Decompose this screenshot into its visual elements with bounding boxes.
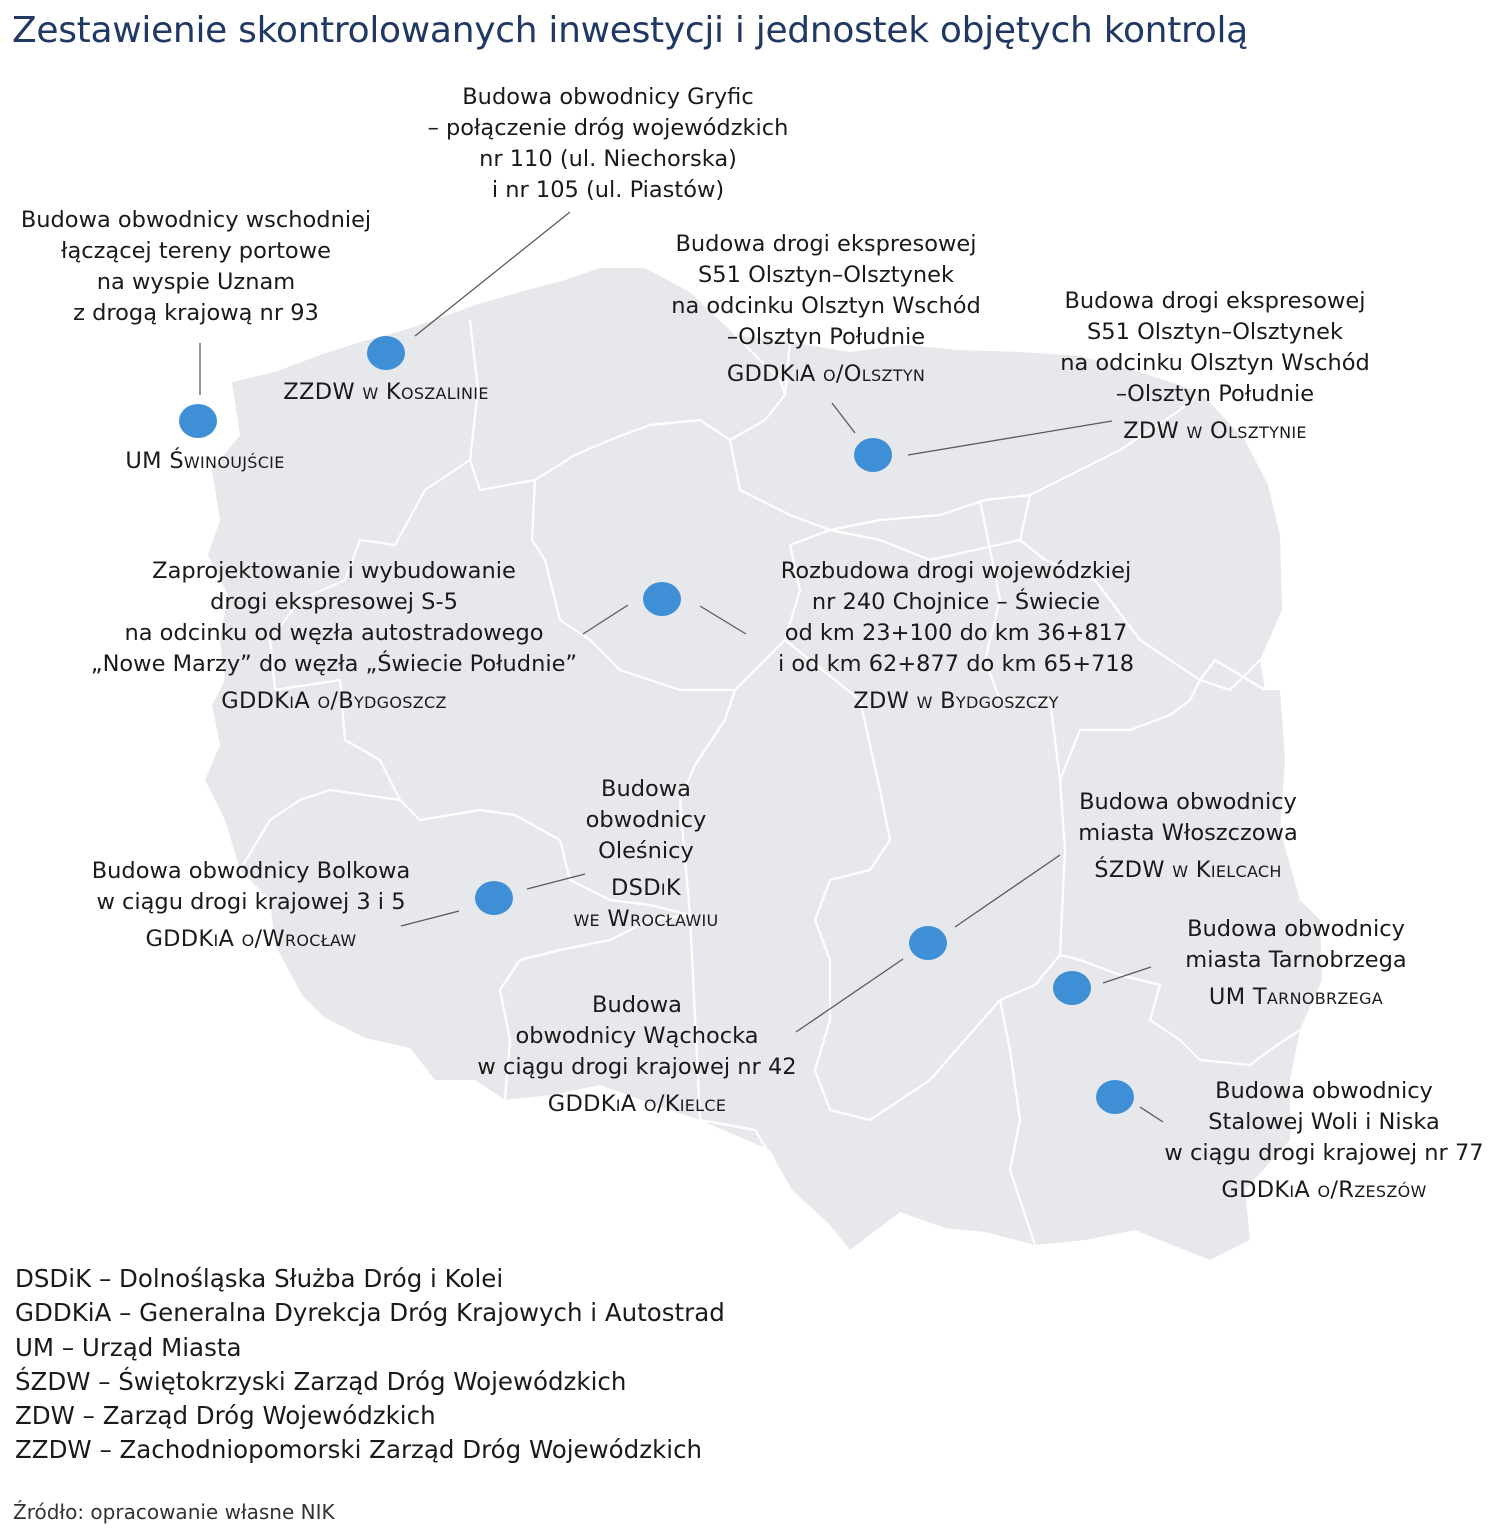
legend-item: ŚZDW – Świętokrzyski Zarząd Dróg Wojewódzkich — [15, 1366, 627, 1396]
legend-item: ZDW – Zarząd Dróg Wojewódzkich — [15, 1401, 436, 1431]
annotation-olsztyn-zdw — [1060, 286, 1370, 447]
annotation-desc: Budowa obwodnicy — [1079, 789, 1297, 815]
abbreviation-legend — [15, 1262, 725, 1468]
annotation-unit: GDDKiA o/Wrocław — [145, 926, 357, 952]
annotation-desc: –Olsztyn Południe — [726, 324, 926, 350]
annotation-desc: od km 23+100 do km 36+817 — [784, 620, 1128, 646]
unit-koszalin — [283, 377, 488, 408]
annotation-desc: łączącej tereny portowe — [61, 238, 331, 264]
annotation-desc: drogi ekspresowej S-5 — [210, 589, 458, 615]
annotation-desc: Oleśnicy — [598, 838, 694, 864]
annotation-swinoujscie — [21, 205, 371, 329]
annotation-desc: nr 110 (ul. Niechorska) — [479, 146, 737, 172]
annotation-desc: i nr 105 (ul. Piastów) — [491, 177, 725, 203]
annotation-desc: Budowa obwodnicy — [1215, 1078, 1433, 1104]
annotation-bydgoszcz-zdw — [778, 556, 1134, 717]
annotation-desc: Budowa obwodnicy wschodniej — [20, 207, 372, 233]
annotation-unit: GDDKiA o/Olsztyn — [726, 361, 926, 387]
marker-tarnobrzeg — [1053, 971, 1091, 1005]
annotation-desc: Budowa drogi ekspresowej — [1064, 288, 1366, 314]
annotation-unit: UM Tarnobrzega — [1208, 984, 1384, 1010]
annotation-desc: Budowa obwodnicy Gryfic — [462, 84, 754, 110]
annotation-wloszczowa — [1078, 787, 1298, 886]
annotation-desc: Zaprojektowanie i wybudowanie — [152, 558, 516, 584]
annotation-desc: – połączenie dróg wojewódzkich — [427, 115, 789, 141]
annotation-desc: –Olsztyn Południe — [1115, 381, 1315, 407]
annotation-unit: DSDiK — [611, 875, 681, 901]
legend-item: DSDiK – Dolnośląska Służba Dróg i Kolei — [15, 1264, 504, 1293]
marker-swinoujscie — [179, 404, 217, 438]
source-note: Źródło: opracowanie własne NIK — [13, 1500, 335, 1524]
annotation-desc: Budowa — [592, 992, 682, 1018]
annotation-desc: z drogą krajową nr 93 — [73, 300, 319, 326]
annotation-bolkow — [92, 856, 411, 955]
annotation-desc: na odcinku Olsztyn Wschód — [1060, 350, 1370, 376]
annotation-unit: UM Świnoujście — [125, 448, 285, 474]
annotation-unit: we Wrocławiu — [573, 906, 719, 932]
annotation-desc: Budowa drogi ekspresowej — [675, 231, 977, 257]
annotation-desc: „Nowe Marzy” do węzła „Świecie Południe” — [90, 651, 578, 677]
annotation-wachock — [477, 990, 796, 1120]
annotation-unit: ZDW w Olsztynie — [1123, 418, 1307, 444]
annotation-unit: ZDW w Bydgoszczy — [853, 688, 1059, 714]
annotation-olesnica — [573, 774, 718, 935]
legend-item: ZZDW – Zachodniopomorski Zarząd Dróg Wojewódzkich — [15, 1435, 703, 1465]
annotation-unit: GDDKiA o/Rzeszów — [1221, 1177, 1427, 1203]
annotation-unit: GDDKiA o/Kielce — [547, 1091, 727, 1117]
annotation-desc: S51 Olsztyn–Olsztynek — [698, 262, 954, 288]
marker-kielce — [909, 926, 947, 960]
annotation-desc: w ciągu drogi krajowej nr 42 — [477, 1054, 797, 1080]
annotation-stalowa-wola — [1164, 1076, 1483, 1206]
annotation-desc: miasta Włoszczowa — [1078, 820, 1298, 846]
annotation-desc: S51 Olsztyn–Olsztynek — [1087, 319, 1343, 345]
annotation-bydgoszcz-gddkia — [91, 556, 577, 717]
marker-stalowa-wola — [1096, 1080, 1134, 1114]
annotation-desc: na wyspie Uznam — [96, 269, 296, 295]
annotation-koszalin — [428, 82, 789, 206]
annotation-desc: miasta Tarnobrzega — [1185, 947, 1407, 973]
annotation-unit: ZZDW w Koszalinie — [283, 379, 489, 405]
annotation-desc: Rozbudowa drogi wojewódzkiej — [780, 558, 1132, 584]
annotation-desc: Stalowej Woli i Niska — [1208, 1109, 1440, 1135]
annotation-unit: ŚZDW w Kielcach — [1094, 857, 1282, 883]
marker-bydgoszcz — [643, 582, 681, 616]
annotation-desc: Budowa — [601, 776, 691, 802]
annotation-desc: obwodnicy Wąchocka — [515, 1023, 759, 1049]
annotation-tarnobrzeg — [1185, 914, 1406, 1013]
annotation-desc: obwodnicy — [585, 807, 707, 833]
annotation-desc: na odcinku Olsztyn Wschód — [671, 293, 981, 319]
annotation-unit: GDDKiA o/Bydgoszcz — [221, 688, 447, 714]
annotation-desc: w ciągu drogi krajowej 3 i 5 — [96, 889, 406, 915]
annotation-desc: nr 240 Chojnice – Świecie — [811, 589, 1101, 615]
annotation-desc: w ciągu drogi krajowej nr 77 — [1164, 1140, 1484, 1166]
annotation-desc: na odcinku od węzła autostradowego — [124, 620, 544, 646]
legend-item: GDDKiA – Generalna Dyrekcja Dróg Krajowych i Autostrad — [15, 1298, 725, 1328]
annotation-desc: Budowa obwodnicy Bolkowa — [91, 858, 411, 884]
annotation-olsztyn-gddkia — [671, 229, 981, 390]
figure-title: Zestawienie skontrolowanych inwestycji i jednostek objętych kontrolą — [12, 10, 1248, 51]
marker-olsztyn — [854, 438, 892, 472]
legend-item: UM – Urząd Miasta — [15, 1332, 242, 1362]
annotation-desc: Budowa obwodnicy — [1187, 916, 1405, 942]
marker-wroclaw — [475, 881, 513, 915]
marker-koszalin — [367, 336, 405, 370]
unit-swinoujscie — [125, 446, 284, 477]
annotation-desc: i od km 62+877 do km 65+718 — [777, 651, 1135, 677]
